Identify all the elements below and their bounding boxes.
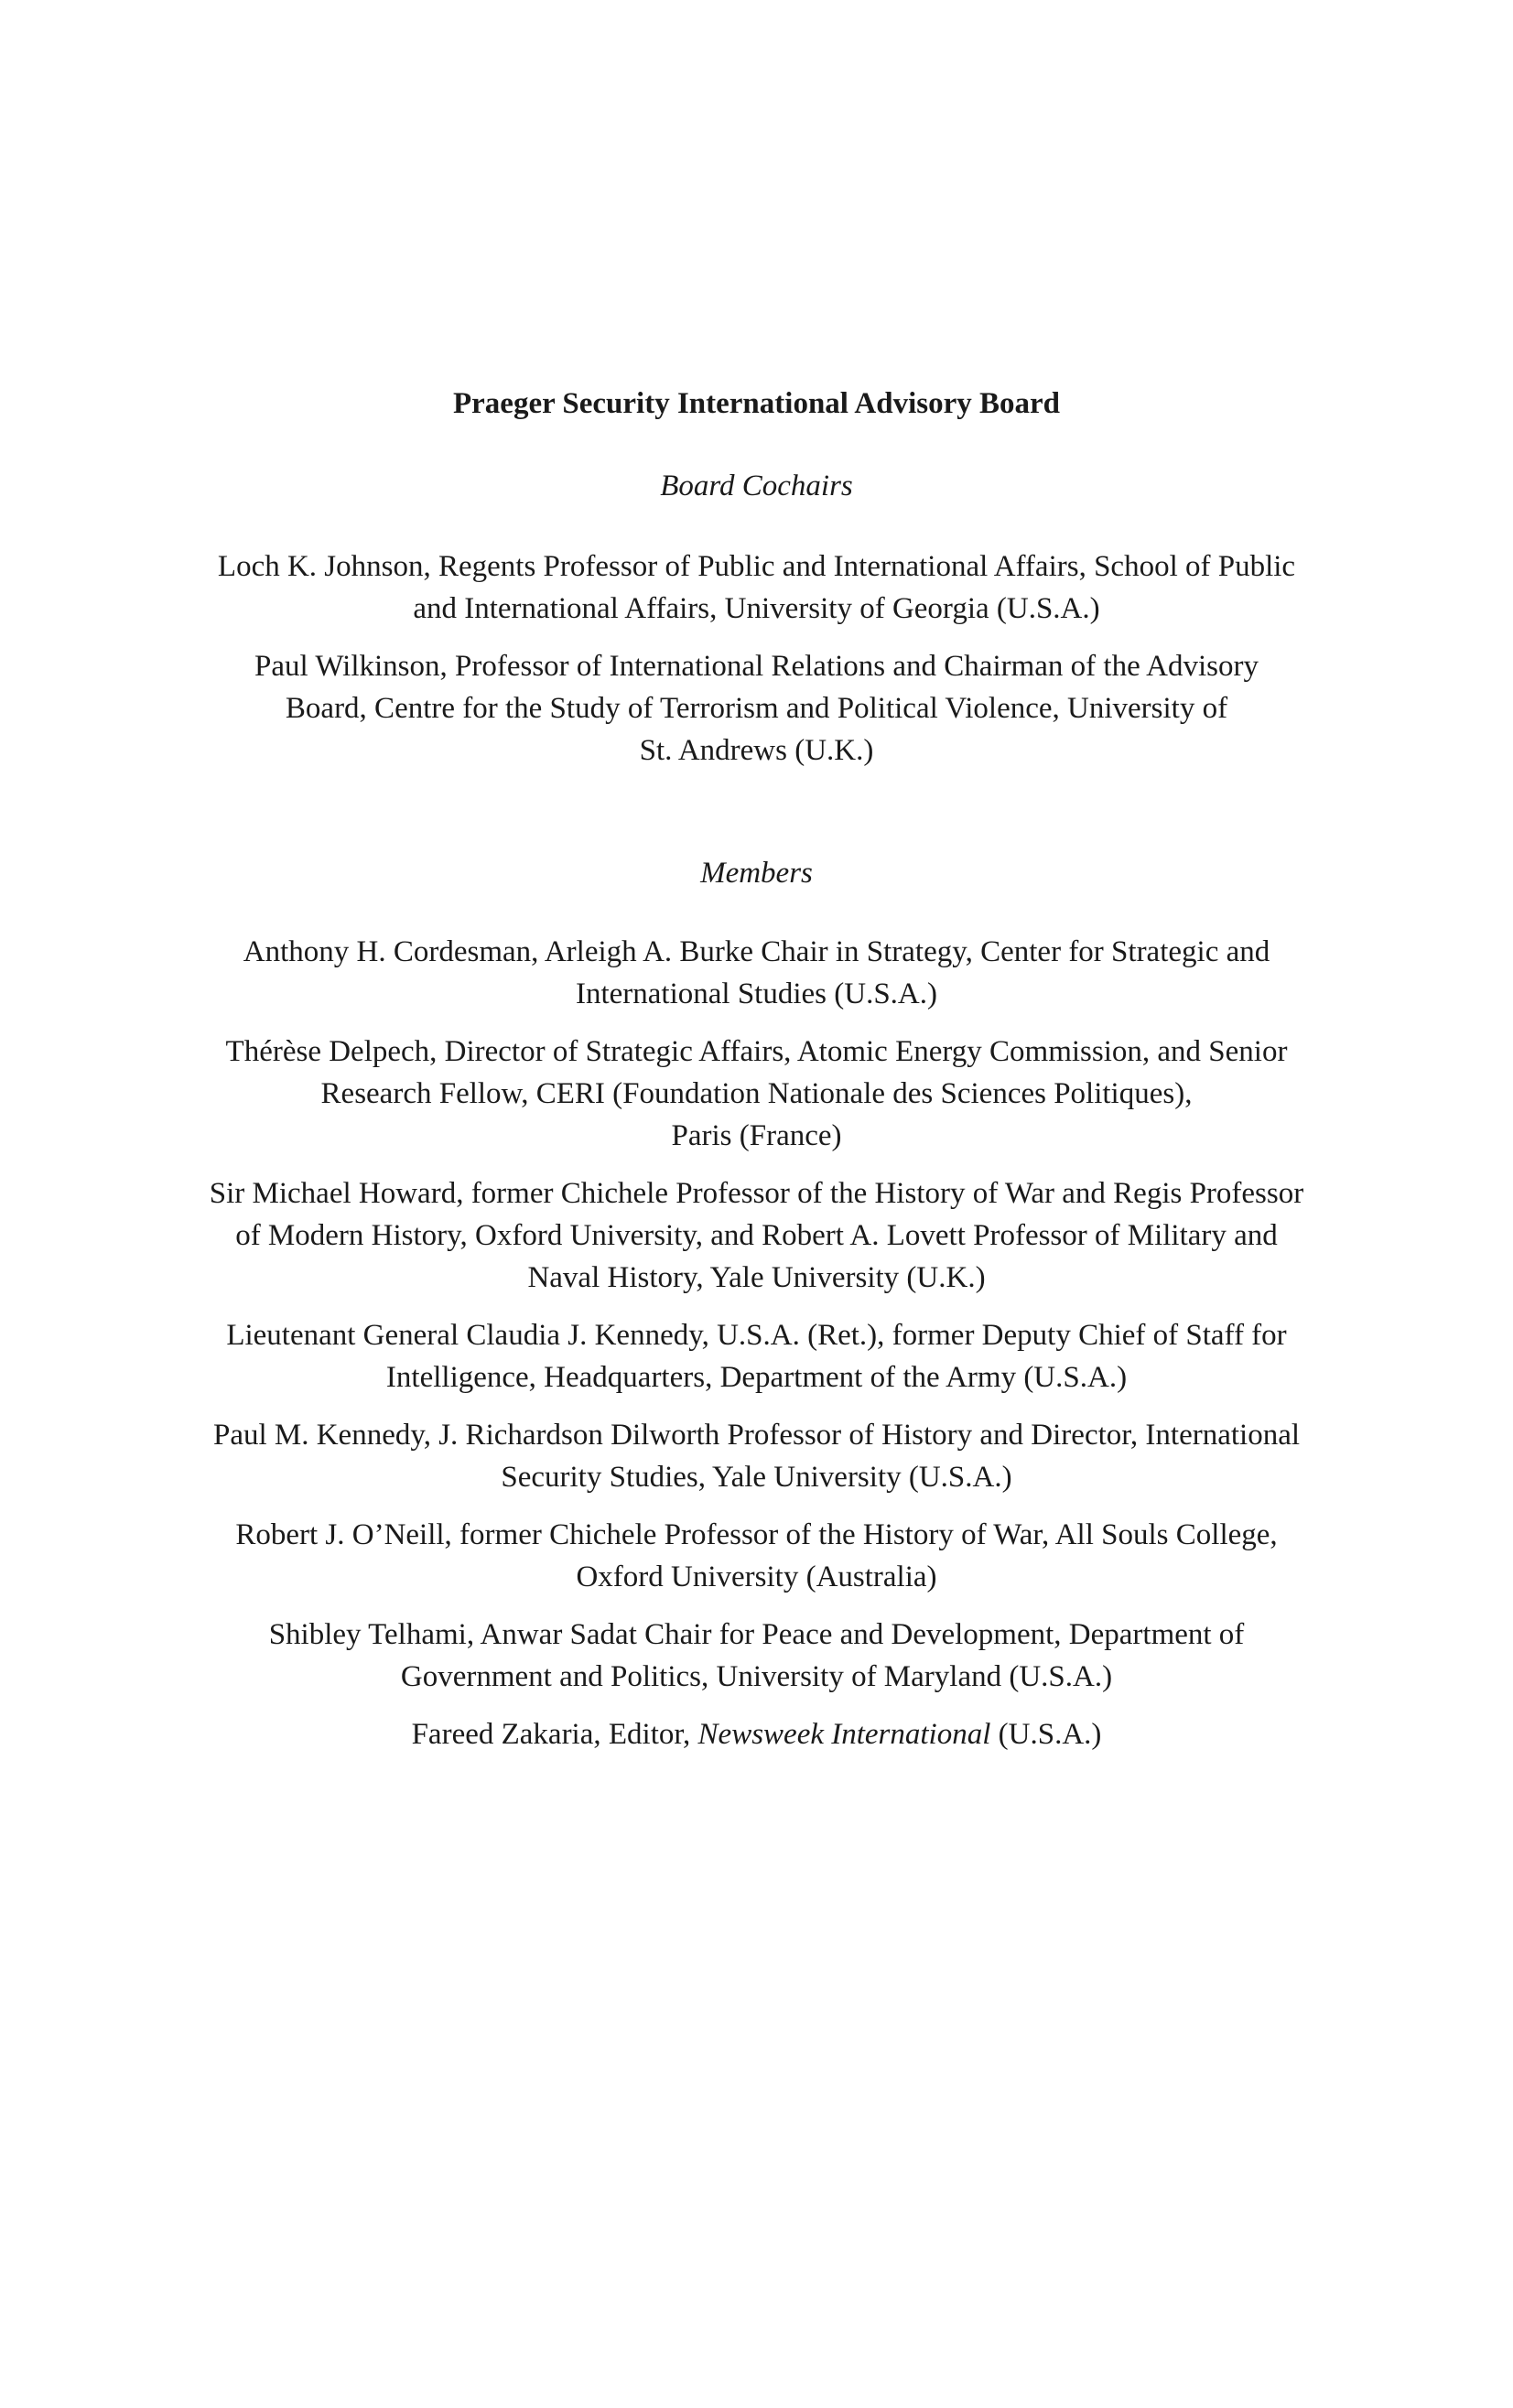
entry-line: Thérèse Delpech, Director of Strategic Affairs, Atomic Energy Commission, and Senior [225, 1035, 1288, 1068]
entry-line: Government and Politics, University of Maryland (U.S.A.) [400, 1660, 1113, 1693]
entry-line: of Modern History, Oxford University, and Robert A. Lovett Professor of Military and [235, 1219, 1278, 1252]
entry-line: Security Studies, Yale University (U.S.A.) [501, 1461, 1012, 1494]
entry-line: Sir Michael Howard, former Chichele Professor of the History of War and Regis Professor [209, 1177, 1304, 1210]
member-entry [119, 1172, 1394, 1299]
entry-line: St. Andrews (U.K.) [639, 734, 874, 767]
entry-line: Oxford University (Australia) [576, 1560, 937, 1593]
entry-line: and International Affairs, University of Georgia (U.S.A.) [413, 592, 1100, 625]
entry-line: Anthony H. Cordesman, Arleigh A. Burke Chair in Strategy, Center for Strategic and [243, 935, 1270, 968]
entry-line: Paul M. Kennedy, J. Richardson Dilworth Professor of History and Director, International [212, 1419, 1301, 1452]
member-entry [119, 1314, 1394, 1398]
entry-line: Naval History, Yale University (U.K.) [527, 1261, 986, 1294]
member-entry [119, 1031, 1394, 1157]
entry-text: (U.S.A.) [990, 1718, 1102, 1751]
page-title: Praeger Security International Advisory Board [453, 387, 1060, 420]
member-entry [119, 931, 1394, 1015]
entry-line: Robert J. O’Neill, former Chichele Professor of the History of War, All Souls College, [235, 1518, 1278, 1551]
cochairs-heading: Board Cochairs [660, 470, 853, 502]
entry-line: Shibley Telhami, Anwar Sadat Chair for Peace and Development, Department of [268, 1618, 1245, 1651]
cochair-entry [119, 545, 1394, 630]
entry-line: Lieutenant General Claudia J. Kennedy, U.S.A. (Ret.), former Deputy Chief of Staff for [226, 1319, 1287, 1352]
member-entry [119, 1614, 1394, 1698]
entry-text: Fareed Zakaria, Editor, [411, 1718, 698, 1751]
member-entry [119, 1514, 1394, 1598]
member-entry-last [119, 1713, 1394, 1755]
entry-line: International Studies (U.S.A.) [575, 977, 938, 1010]
member-entry [119, 1414, 1394, 1498]
entry-line: Board, Centre for the Study of Terrorism and Political Violence, University of [285, 692, 1228, 725]
entry-line: Loch K. Johnson, Regents Professor of Public and International Affairs, School of Public [217, 550, 1296, 583]
cochair-entry [119, 645, 1394, 772]
publication-title: Newsweek International [697, 1718, 991, 1751]
entry-line: Intelligence, Headquarters, Department of the Army (U.S.A.) [385, 1361, 1128, 1394]
entry-line: Research Fellow, CERI (Foundation Nationale des Sciences Politiques), [320, 1077, 1193, 1110]
entry-line: Paris (France) [671, 1119, 842, 1152]
advisory-board-content [119, 383, 1394, 1771]
entry-line: Paul Wilkinson, Professor of International Relations and Chairman of the Advisory [254, 650, 1259, 683]
members-heading: Members [700, 857, 813, 890]
